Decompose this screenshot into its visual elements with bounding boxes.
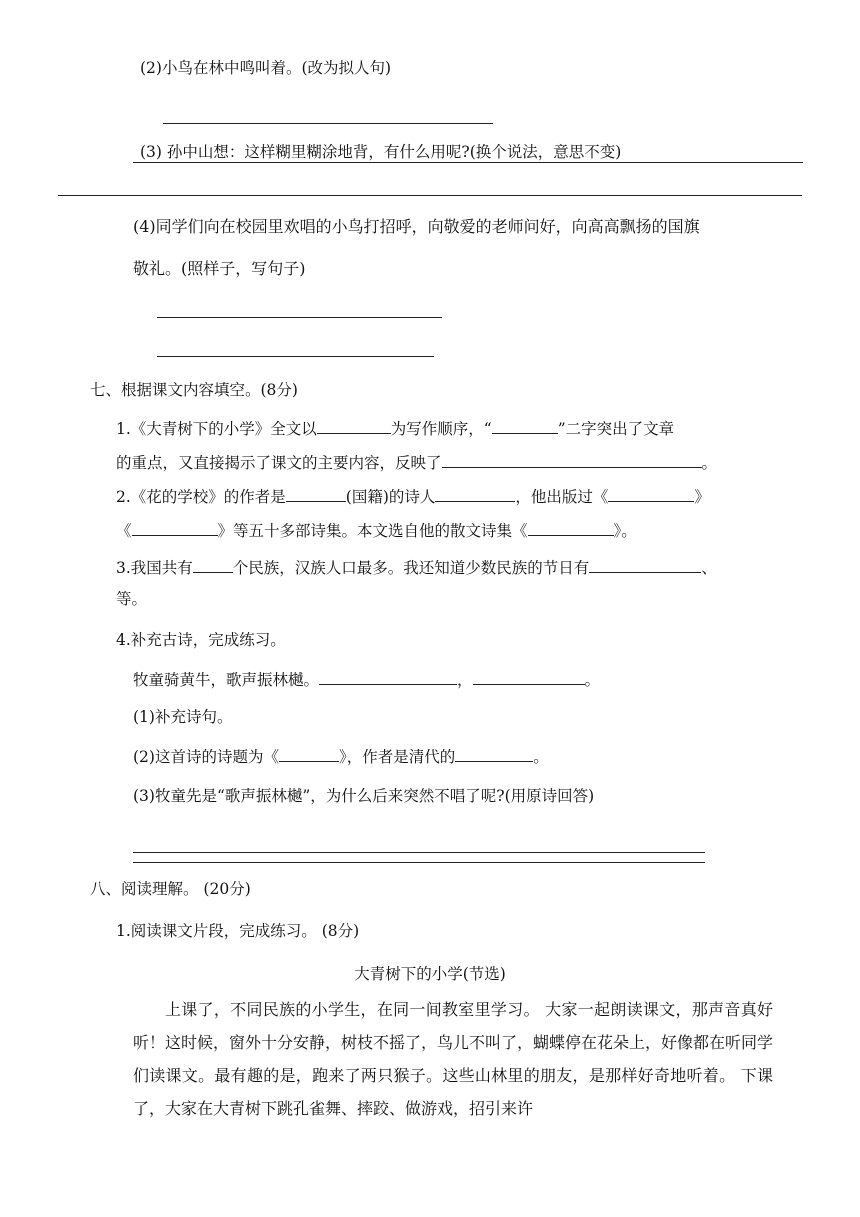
text: 2.《花的学校》的作者是 (116, 488, 286, 506)
blank[interactable] (608, 485, 694, 502)
q7-item4-q1: (1)补充诗句。 (133, 708, 233, 726)
text: 。 (533, 748, 549, 766)
text: ”二字突出了文章 (557, 420, 675, 438)
text: 《 (116, 522, 132, 540)
answer-line[interactable] (133, 862, 705, 863)
q8-heading: 八、阅读理解。 (20分) (90, 880, 251, 898)
text: 、 (701, 559, 717, 577)
text: 。 (584, 671, 601, 689)
section-divider (58, 195, 802, 196)
blank[interactable] (193, 556, 233, 573)
passage-title: 大青树下的小学(节选) (354, 965, 506, 983)
blank[interactable] (132, 519, 218, 536)
text: 1.《大青树下的小学》全文以 (116, 420, 317, 438)
text: ， (457, 671, 473, 689)
blank[interactable] (492, 417, 558, 434)
q7-item2-line1 (116, 485, 710, 507)
q7-heading: 七、根据课文内容填空。(8分) (90, 381, 298, 399)
q7-item4-q3: (3)牧童先是“歌声振林樾”，为什么后来突然不唱了呢?(用原诗回答) (133, 787, 595, 805)
q6-item4-line1: (4)同学们向在校园里欢唱的小鸟打招呼，向敬爱的老师问好，向高高飘扬的国旗 (133, 217, 700, 236)
text: (国籍)的诗人 (345, 488, 436, 506)
answer-line[interactable] (133, 852, 705, 853)
answer-line[interactable] (157, 317, 442, 318)
blank[interactable] (435, 485, 515, 502)
q7-item3-line1 (116, 556, 717, 578)
text: 的重点，又直接揭示了课文的主要内容，反映了 (116, 454, 442, 472)
blank[interactable] (279, 745, 339, 762)
answer-line[interactable] (163, 123, 493, 124)
blank[interactable] (455, 745, 533, 762)
q6-item2: (2)小鸟在林中鸣叫着。(改为拟人句) (140, 59, 392, 77)
q6-item3: (3) 孙中山想：这样糊里糊涂地背，有什么用呢?(换个说法，意思不变) (140, 143, 622, 161)
q7-item4-q2 (133, 745, 549, 767)
text: 3.我国共有 (116, 559, 193, 577)
answer-line[interactable] (133, 162, 803, 163)
text: 》，作者是清代的 (338, 748, 456, 766)
q7-item1-line1 (116, 417, 674, 439)
text: 为写作顺序，“ (390, 420, 492, 438)
text: 》等五十多部诗集。本文选自他的散文诗集《 (217, 522, 528, 540)
blank[interactable] (528, 519, 614, 536)
text: 牧童骑黄牛，歌声振林樾。 (133, 671, 320, 689)
text: (2)这首诗的诗题为《 (133, 748, 279, 766)
passage-text: 上课了，不同民族的小学生，在同一间教室里学习。 大家一起朗读课文，那声音真好听！这时候，窗外十分安静，树枝不摇了，鸟儿不叫了，蝴蝶停在花朵上，好像都在听同学们读课文。最有趣的是，跑来了两只猴子。这些山林里的朋友，是那样好奇地听着。 下课了，大家在大青树下跳孔雀舞、摔跤、做游戏，招引来许 (133, 1000, 774, 1118)
q7-item4-poem (133, 668, 600, 690)
blank[interactable] (442, 451, 702, 468)
q7-item4-head: 4.补充古诗，完成练习。 (116, 631, 286, 649)
q7-item2-line2 (116, 519, 637, 541)
q7-item3-line2: 等。 (116, 590, 148, 608)
blank[interactable] (286, 485, 346, 502)
text: 个民族，汉族人口最多。我还知道少数民族的节日有 (232, 559, 590, 577)
q7-item1-line2 (116, 451, 717, 473)
q6-item4-line2: 敬礼。(照样子，写句子) (133, 259, 306, 278)
passage (133, 993, 773, 1125)
text: 》 (694, 488, 710, 506)
blank[interactable] (589, 556, 701, 573)
answer-line[interactable] (157, 356, 434, 357)
text: ，他出版过《 (515, 488, 609, 506)
q8-sub1: 1.阅读课文片段，完成练习。 (8分) (116, 922, 360, 940)
blank[interactable] (319, 668, 457, 685)
blank[interactable] (317, 417, 391, 434)
text: 。 (701, 454, 718, 472)
blank[interactable] (473, 668, 585, 685)
text: 》。 (613, 522, 637, 540)
